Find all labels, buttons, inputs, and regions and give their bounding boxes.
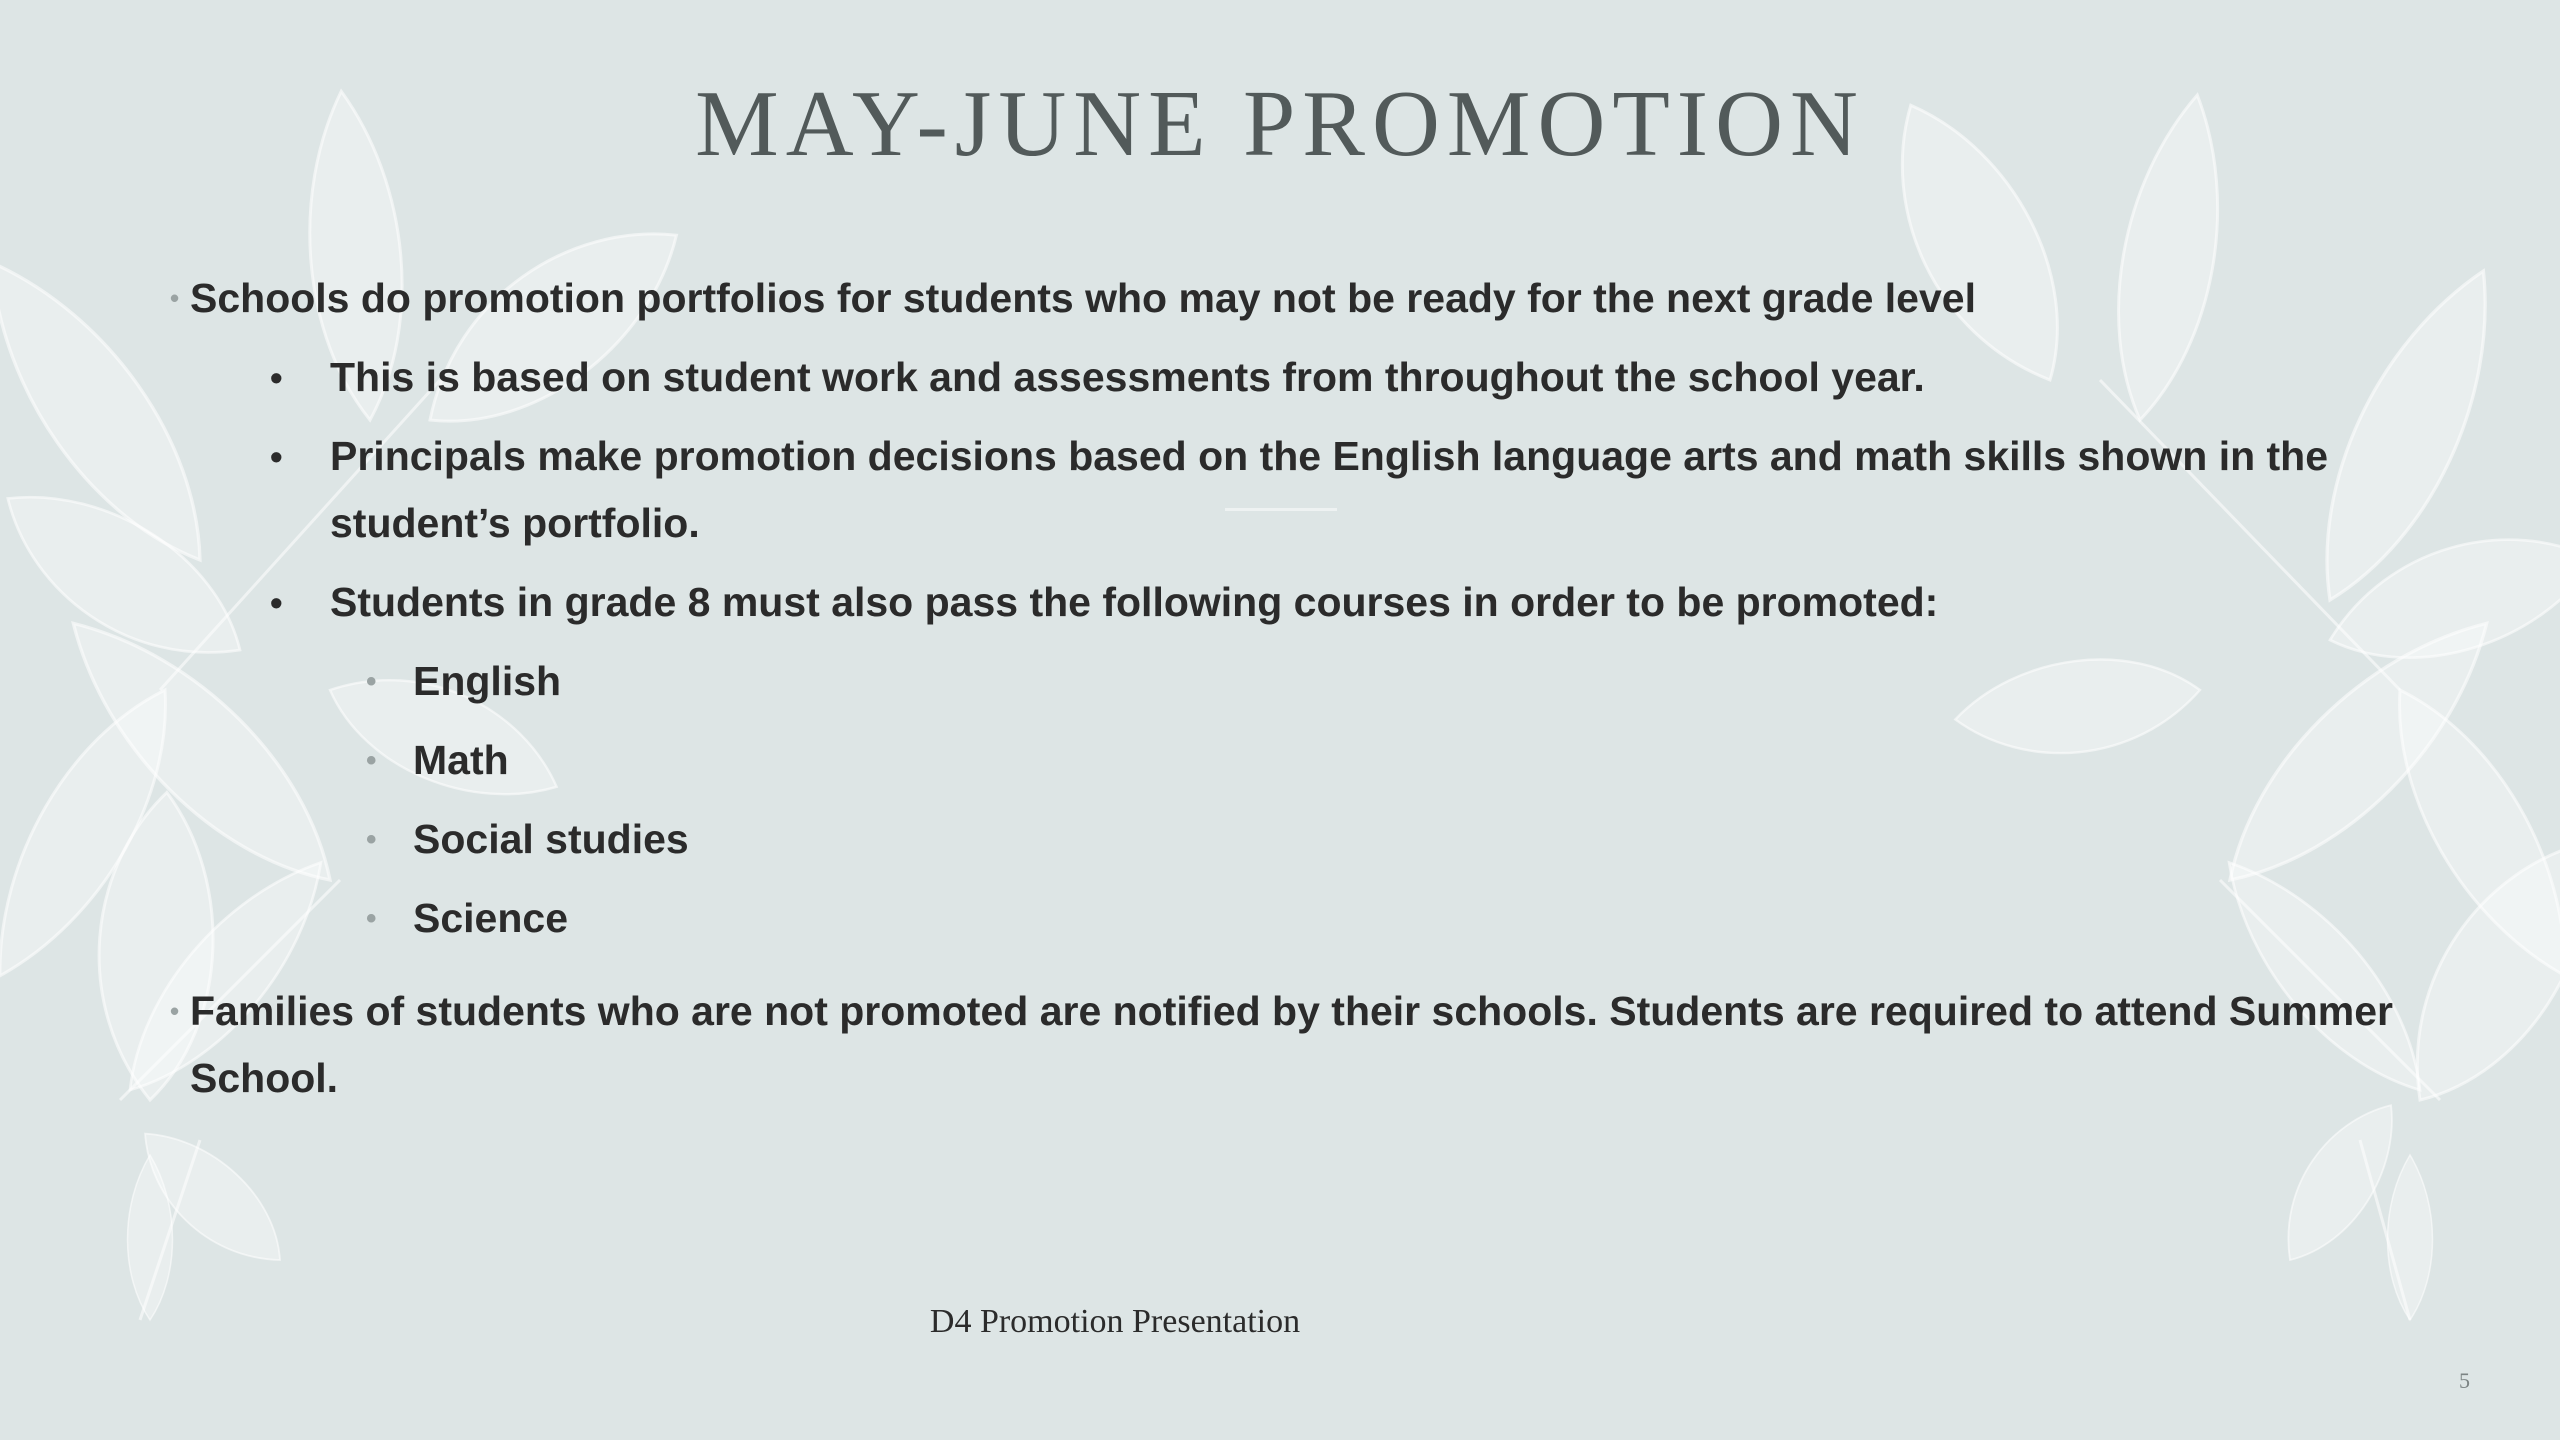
- course-item: • Social studies: [170, 806, 2420, 873]
- page-number: 5: [2459, 1368, 2470, 1393]
- bullet-promotion-portfolios: • Schools do promotion portfolios for students who may not be ready for the next grade level: [170, 265, 2420, 332]
- slide-body: [170, 265, 2420, 1124]
- sub-bullet-principal-decisions: • Principals make promotion decisions based on the English language arts and math skills shown in the student’s portfolio.: [170, 423, 2420, 557]
- slide-title: MAY-JUNE PROMOTION: [695, 72, 1865, 176]
- course-item: • English: [170, 648, 2420, 715]
- bullet-families-notified: • Families of students who are not promoted are notified by their schools. Students are required to attend Summer School.: [170, 978, 2420, 1112]
- sub-bullet-grade-8-courses: • Students in grade 8 must also pass the following courses in order to be promoted:: [170, 569, 2420, 636]
- sub-bullet-student-work: • This is based on student work and assessments from throughout the school year.: [170, 344, 2420, 411]
- course-item: • Science: [170, 885, 2420, 952]
- slide-footer: D4 Promotion Presentation: [929, 1303, 1301, 1340]
- course-item: • Math: [170, 727, 2420, 794]
